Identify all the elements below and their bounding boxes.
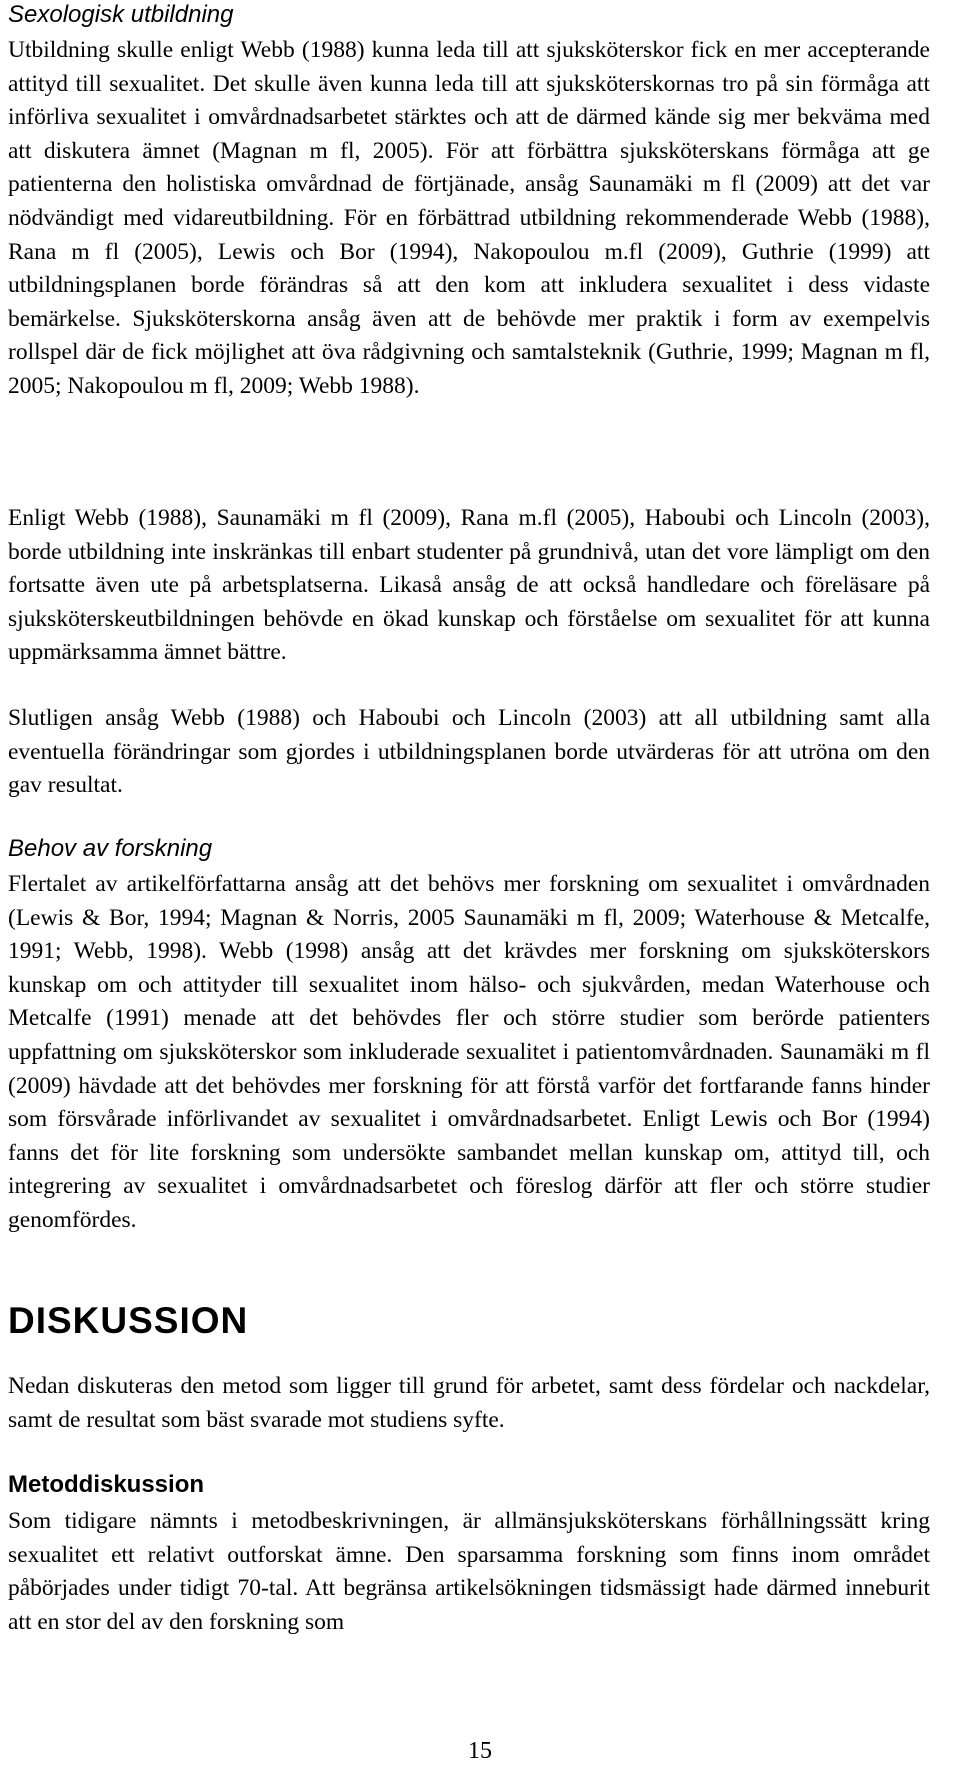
page-number: 15 (468, 1738, 492, 1764)
paragraph-behov-1: Flertalet av artikelförfattarna ansåg att det behövs mer forskning om sexualitet i omvårdnaden (Lewis & Bor, 1994; Magnan & Norris, 2005 Saunamäki m fl, 2009; Waterhouse & Metcalfe, 1991; Webb, 1998). Webb (1998) ansåg att det krävdes mer forskning om sjuksköterskors kunskap om och attityder till sexualitet inom hälso- och sjukvården, medan Waterhouse och Metcalfe (1991) menade att det behövdes fler och större studier som berörde patienters uppfattning om sjuksköterskor som inkluderade sexualitet i patientomvårdnaden. Saunamäki m fl (2009) hävdade att det behövdes mer forskning för att förstå varför det fortfarande fanns hinder som försvårade införlivandet av sexualitet i omvårdnadsarbetet. Enligt Lewis och Bor (1994) fanns det för lite forskning som undersökte sambandet mellan kunskap om, attityd till, och integrering av sexualitet i omvårdnadsarbetet och föreslog därför att fler och större studier genomfördes. (8, 871, 930, 1233)
paragraph-diskussion-1: Nedan diskuteras den metod som ligger till grund för arbetet, samt dess fördelar och nackdelar, samt de resultat som bäst svarade mot studiens syfte. (8, 1373, 930, 1433)
heading-metoddiskussion: Metoddiskussion (8, 1471, 205, 1498)
heading-diskussion: DISKUSSION (8, 1300, 249, 1341)
paragraph-sexologisk-3: Slutligen ansåg Webb (1988) och Haboubi och Lincoln (2003) att all utbildning samt alla eventuella förändringar som gjordes i utbildningsplanen borde utvärderas för att utröna om den gav resultat. (8, 705, 930, 799)
heading-behov-av-forskning: Behov av forskning (8, 835, 213, 862)
paragraph-sexologisk-1: Utbildning skulle enligt Webb (1988) kunna leda till att sjuksköterskor fick en mer accepterande attityd till sexualitet. Det skulle även kunna leda till att sjuksköterskornas tro på sin förmåga att införliva sexualitet i omvårdnadsarbetet stärktes och att de därmed kände sig mer bekväma med att diskutera ämnet (Magnan m fl, 2005). För att förbättra sjuksköterskans förmåga att ge patienterna den holistiska omvårdnad de förtjänade, ansåg Saunamäki m fl (2009) att det var nödvändigt med vidareutbildning. För en förbättrad utbildning rekommenderade Webb (1988), Rana m fl (2005), Lewis och Bor (1994), Nakopoulou m.fl (2009), Guthrie (1999) att utbildningsplanen borde förändras så att den kom att inkludera sexualitet i dess vidaste bemärkelse. Sjuksköterskorna ansåg även att de behövde mer praktik i form av exempelvis rollspel där de fick möjlighet att öva rådgivning och samtalsteknik (Guthrie, 1999; Magnan m fl, 2005; Nakopoulou m fl, 2009; Webb 1988). (8, 37, 930, 399)
paragraph-sexologisk-2: Enligt Webb (1988), Saunamäki m fl (2009), Rana m.fl (2005), Haboubi och Lincoln (2003), borde utbildning inte inskränkas till enbart studenter på grundnivå, utan det vore lämpligt om den fortsatte även ute på arbetsplatserna. Likaså ansåg de att också handledare och föreläsare på sjuksköterskeutbildningen behövde en ökad kunskap och förståelse om sexualitet för att kunna uppmärksamma ämnet bättre. (8, 505, 930, 666)
paragraph-metod-1: Som tidigare nämnts i metodbeskrivningen, är allmänsjuksköterskans förhållningssätt kring sexualitet ett relativt outforskat ämne. Den sparsamma forskning som finns inom området påbörjades under tidigt 70-tal. Att begränsa artikelsökningen tidsmässigt hade därmed inneburit att en stor del av den forskning som (8, 1508, 930, 1635)
heading-sexologisk-utbildning: Sexologisk utbildning (8, 1, 234, 28)
